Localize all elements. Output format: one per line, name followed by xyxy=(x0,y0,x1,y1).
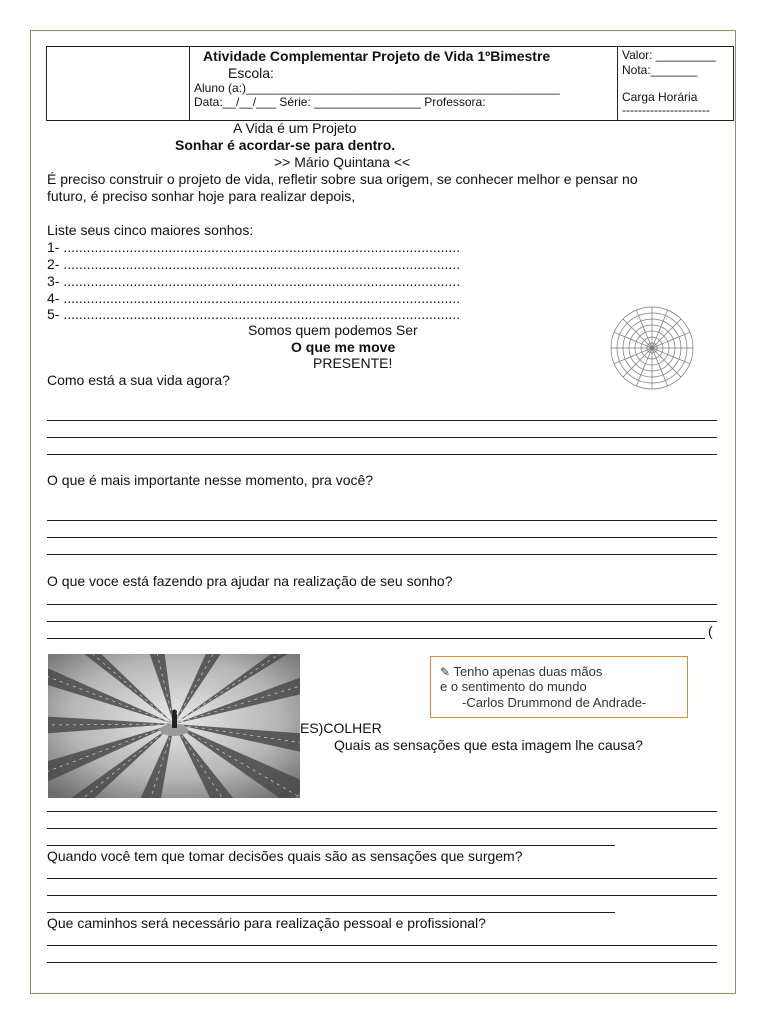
dream-number: 4- xyxy=(47,290,60,306)
answer-line[interactable] xyxy=(47,828,717,829)
quote-line2: e o sentimento do mundo xyxy=(440,679,587,694)
dream-dotline: ...................................................................................................... xyxy=(63,273,461,289)
dream-item-1[interactable] xyxy=(47,239,460,255)
intro-heading: A Vida é um Projeto xyxy=(233,120,357,136)
intro-quote: Sonhar é acordar-se para dentro. xyxy=(175,137,396,153)
workload-field[interactable]: ---------------------- xyxy=(622,103,710,117)
dream-dotline: ...................................................................................................... xyxy=(63,239,461,255)
intro-author: >> Mário Quintana << xyxy=(274,154,411,170)
workload-label: Carga Horária xyxy=(622,90,698,104)
intro-paragraph-line1: É preciso construir o projeto de vida, refletir sobre sua origem, se conhecer melhor e pensar no xyxy=(47,171,638,187)
answer-line[interactable] xyxy=(47,621,717,622)
question-most-important: O que é mais importante nesse momento, pra você? xyxy=(47,472,374,488)
answer-line[interactable] xyxy=(47,604,717,605)
activity-title: Atividade Complementar Projeto de Vida 1ºBimestre xyxy=(203,48,551,64)
answer-line[interactable] xyxy=(47,878,717,879)
question-life-now: Como está a sua vida agora? xyxy=(47,372,230,388)
grade-field[interactable]: Nota:_______ xyxy=(622,63,698,77)
date-series-teacher-field[interactable]: Data:__/__/___ Série: ________________ Professora: xyxy=(194,95,486,109)
quote-line1 xyxy=(440,664,602,679)
dream-item-5[interactable] xyxy=(47,306,460,322)
answer-line[interactable] xyxy=(47,537,717,538)
question-dream-help: O que voce está fazendo pra ajudar na realização de seu sonho? xyxy=(47,573,453,589)
motto-line3: PRESENTE! xyxy=(313,355,393,371)
answer-line[interactable] xyxy=(47,437,717,438)
dream-number: 2- xyxy=(47,256,60,272)
answer-line[interactable] xyxy=(47,554,717,555)
dream-number: 5- xyxy=(47,306,60,322)
question-decision-feelings: Quando você tem que tomar decisões quais são as sensações que surgem? xyxy=(47,848,523,864)
answer-line[interactable] xyxy=(47,420,717,421)
answer-line[interactable] xyxy=(47,912,615,913)
intro-paragraph-line2: futuro, é preciso sonhar hoje para realizar depois, xyxy=(47,188,356,204)
dream-dotline: ...................................................................................................... xyxy=(63,290,461,306)
crossroads-image xyxy=(48,654,300,798)
question-image-feelings: Quais as sensações que esta imagem lhe causa? xyxy=(334,737,643,753)
header-divider-right xyxy=(617,47,618,120)
answer-line[interactable] xyxy=(47,811,717,812)
answer-line[interactable] xyxy=(47,454,717,455)
header-divider-left xyxy=(189,47,190,120)
school-label: Escola: xyxy=(228,65,274,81)
quote-author: -Carlos Drummond de Andrade- xyxy=(462,695,647,710)
answer-line[interactable] xyxy=(47,962,717,963)
dream-item-3[interactable] xyxy=(47,273,460,289)
answer-line[interactable] xyxy=(47,520,717,521)
dream-dotline: ...................................................................................................... xyxy=(63,306,461,322)
dream-number: 3- xyxy=(47,273,60,289)
answer-line[interactable] xyxy=(47,638,705,639)
student-name-field[interactable]: Aluno (a:)_______________________________________________ xyxy=(194,81,560,95)
motto-line2: O que me move xyxy=(291,339,396,355)
dream-item-4[interactable] xyxy=(47,290,460,306)
motto-line1: Somos quem podemos Ser xyxy=(248,322,418,338)
pencil-icon: ✎ xyxy=(440,665,451,679)
answer-line[interactable] xyxy=(47,895,717,896)
answer-line[interactable] xyxy=(47,945,717,946)
question-paths-needed: Que caminhos será necessário para realização pessoal e profissional? xyxy=(47,915,486,931)
open-paren: ( xyxy=(708,623,713,639)
life-wheel-diagram xyxy=(608,306,696,390)
value-field[interactable]: Valor: _________ xyxy=(622,48,716,62)
quote-box xyxy=(430,656,688,718)
escolher-label: ES)COLHER xyxy=(300,720,382,736)
quote-text: Tenho apenas duas mãos xyxy=(453,664,603,679)
dreams-prompt: Liste seus cinco maiores sonhos: xyxy=(47,222,254,238)
dream-dotline: ...................................................................................................... xyxy=(63,256,461,272)
answer-line[interactable] xyxy=(47,845,615,846)
dream-item-2[interactable] xyxy=(47,256,460,272)
dream-number: 1- xyxy=(47,239,60,255)
